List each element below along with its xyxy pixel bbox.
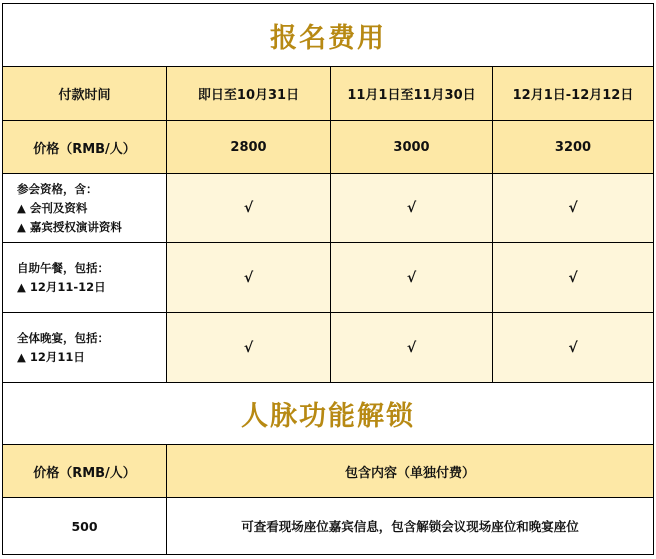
header-period-3: 12月1日-12月12日 bbox=[512, 88, 634, 103]
header-period-2: 11月1日至11月30日 bbox=[331, 67, 493, 120]
feature-line: ▲ 12月11日 bbox=[17, 349, 85, 364]
feature-label bbox=[3, 243, 167, 312]
network-header-content: 包含内容（单独付费） bbox=[344, 465, 475, 481]
price-label: 价格（RMB/人） bbox=[3, 121, 167, 173]
feature-line: 全体晚宴，包括： bbox=[17, 330, 109, 345]
check-mark: √ bbox=[167, 174, 331, 242]
price-period-1: 2800 bbox=[167, 121, 331, 173]
check-mark: √ bbox=[331, 313, 493, 382]
check-mark: √ bbox=[493, 243, 653, 312]
check-mark: √ bbox=[493, 313, 653, 382]
pricing-sheet bbox=[2, 3, 654, 555]
network-title: 人脉功能解锁 bbox=[241, 401, 415, 432]
network-content: 可查看现场座位嘉宾信息，包含解锁会议现场座位和晚宴座位 bbox=[241, 519, 579, 534]
fee-title-row bbox=[3, 4, 653, 67]
check-mark: √ bbox=[167, 243, 331, 312]
feature-line: ▲ 12月11-12日 bbox=[17, 279, 106, 294]
network-header-price: 价格（RMB/人） bbox=[3, 445, 167, 497]
feature-label bbox=[3, 174, 167, 242]
feature-line: 自助午餐，包括： bbox=[17, 260, 109, 275]
feature-line: 参会资格，含： bbox=[17, 181, 98, 196]
check-mark: √ bbox=[167, 313, 331, 382]
price-row bbox=[3, 121, 653, 174]
check-mark: √ bbox=[331, 174, 493, 242]
feature-row-dinner bbox=[3, 313, 653, 383]
network-title-row bbox=[3, 383, 653, 445]
header-period-1: 即日至10月31日 bbox=[167, 67, 331, 120]
header-payment-time: 付款时间 bbox=[3, 67, 167, 120]
network-header-row bbox=[3, 445, 653, 498]
check-mark: √ bbox=[493, 174, 653, 242]
check-mark: √ bbox=[331, 243, 493, 312]
feature-line: ▲ 会刊及资料 bbox=[17, 200, 88, 215]
feature-line: ▲ 嘉宾授权演讲资料 bbox=[17, 219, 122, 234]
fee-header-row bbox=[3, 67, 653, 121]
feature-row-lunch bbox=[3, 243, 653, 313]
price-period-2: 3000 bbox=[331, 121, 493, 173]
fee-title: 报名费用 bbox=[270, 22, 386, 54]
feature-row-attendance bbox=[3, 174, 653, 243]
network-row bbox=[3, 498, 653, 554]
network-price: 500 bbox=[3, 498, 167, 554]
feature-label bbox=[3, 313, 167, 382]
price-period-3: 3200 bbox=[554, 139, 592, 155]
